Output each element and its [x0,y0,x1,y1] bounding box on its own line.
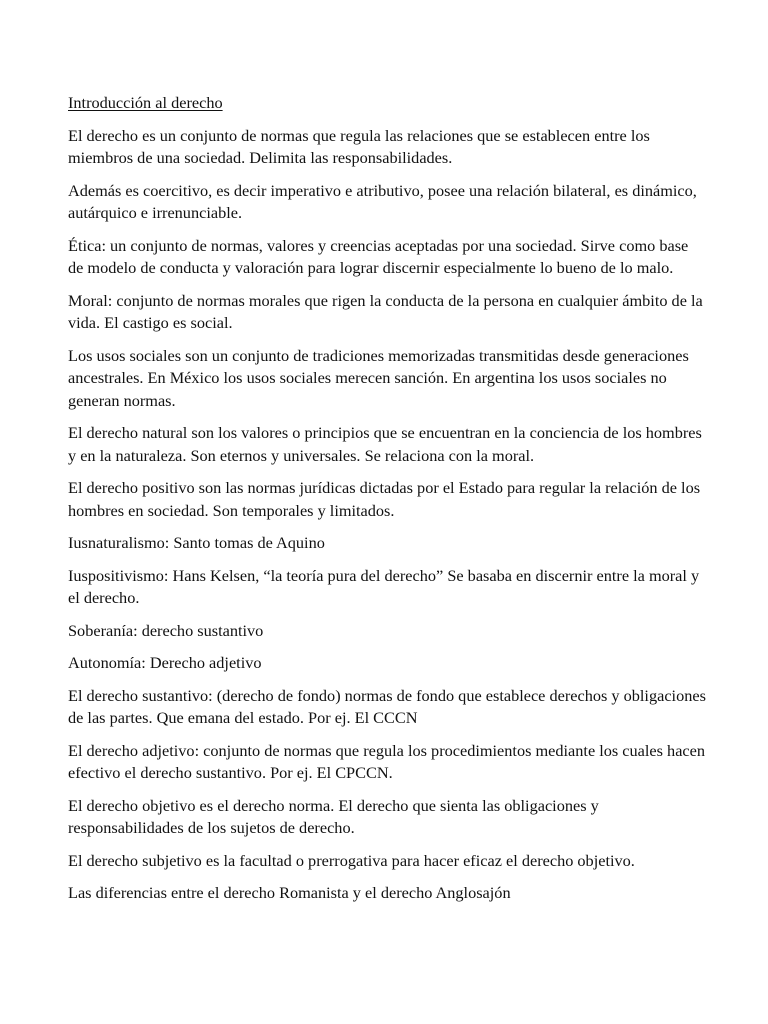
paragraph-derecho-adjetivo: El derecho adjetivo: conjunto de normas que regula los procedimientos mediante los cuales hacen efectivo el derecho sustantivo. Por ej. El CPCCN. [68,740,706,782]
paragraph-derecho-sustantivo: El derecho sustantivo: (derecho de fondo) normas de fondo que establece derechos y obligaciones de las partes. Que emana del estado. Por ej. El CCCN [68,685,706,727]
paragraph-definition: El derecho es un conjunto de normas que regula las relaciones que se establecen entre los miembros de una sociedad. Delimita las responsabilidades. [68,125,650,167]
paragraph-soberania: Soberanía: derecho sustantivo [68,620,264,640]
paragraph-characteristics: Además es coercitivo, es decir imperativo e atributivo, posee una relación bilateral, es dinámico, autárquico e irrenunciable. [68,180,697,222]
paragraph-derecho-subjetivo: El derecho subjetivo es la facultad o prerrogativa para hacer eficaz el derecho objetivo. [68,850,635,870]
paragraph-derecho-natural: El derecho natural son los valores o principios que se encuentran en la conciencia de los hombres y en la naturaleza. Son eternos y universales. Se relaciona con la moral. [68,423,702,465]
paragraph-derecho-objetivo: El derecho objetivo es el derecho norma. El derecho que sienta las obligaciones y responsabilidades de los sujetos de derecho. [68,795,599,837]
paragraph-autonomia: Autonomía: Derecho adjetivo [68,653,262,672]
paragraph-etica: Ética: un conjunto de normas, valores y creencias aceptadas por una sociedad. Sirve como base de modelo de conducta y valoración para lograr discernir especialmente lo bueno de lo malo. [68,235,689,277]
paragraph-diferencias: Las diferencias entre el derecho Romanista y el derecho Anglosajón [68,883,511,902]
document-title: Introducción al derecho [68,93,223,112]
paragraph-iuspositivismo: Iuspositivismo: Hans Kelsen, “la teoría pura del derecho” Se basaba en discernir entre la moral y el derecho. [68,565,700,607]
paragraph-derecho-positivo: El derecho positivo son las normas jurídicas dictadas por el Estado para regular la relación de los hombres en sociedad. Son temporales y limitados. [68,478,701,520]
paragraph-moral: Moral: conjunto de normas morales que rigen la conducta de la persona en cualquier ámbito de la vida. El castigo es social. [68,290,703,332]
paragraph-iusnaturalismo: Iusnaturalismo: Santo tomas de Aquino [68,533,325,552]
paragraph-usos-sociales: Los usos sociales son un conjunto de tradiciones memorizadas transmitidas desde generaciones ancestrales. En México los usos sociales merecen sanción. En argentina los usos sociales no generan normas. [68,345,689,410]
